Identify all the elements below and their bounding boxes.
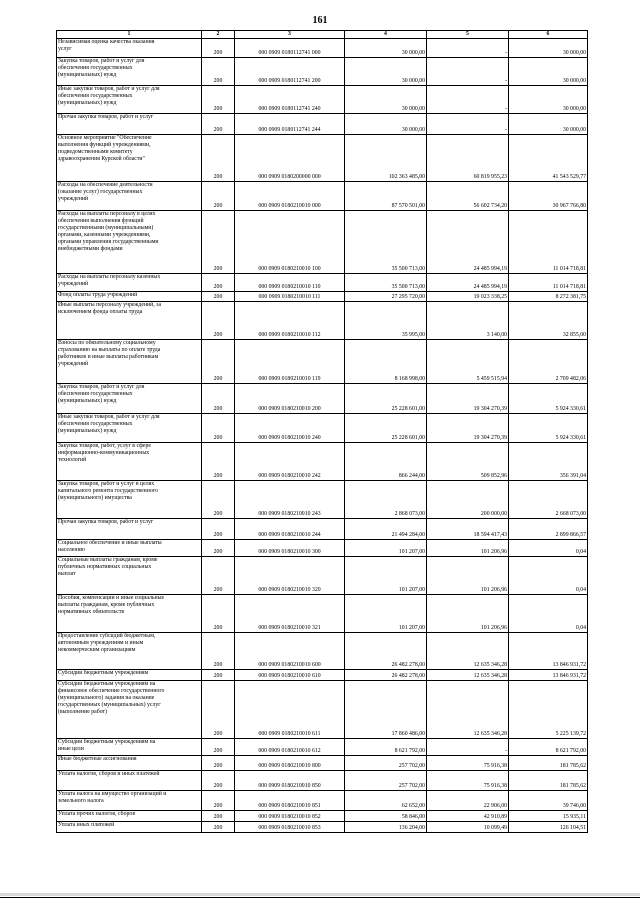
row-approved-cell: 27 295 720,00	[345, 292, 427, 302]
row-name-cell: Основное мероприятие "Обеспечение выполнения функций учреждениями, подведомственными комитету здравоохранения Курской области"	[57, 135, 202, 182]
table-row	[57, 811, 588, 822]
row-executed-cell: 200 000,00	[427, 481, 509, 519]
row-unexecuted-cell: 2 709 482,06	[509, 340, 588, 384]
row-unexecuted-cell: 30 000,00	[509, 58, 588, 86]
row-executed-cell: 18 594 417,43	[427, 519, 509, 540]
row-code-cell: 200	[202, 39, 235, 58]
table-row	[57, 39, 588, 58]
table-row	[57, 557, 588, 595]
table-row	[57, 791, 588, 811]
row-unexecuted-cell: 181 785,62	[509, 756, 588, 771]
row-unexecuted-cell: 39 746,00	[509, 791, 588, 811]
row-unexecuted-cell: 5 225 139,72	[509, 681, 588, 739]
table-row	[57, 384, 588, 414]
row-unexecuted-cell: 30 000,00	[509, 86, 588, 114]
row-name-cell: Иные закупки товаров, работ и услуг для обеспечения государственных (муниципальных) нужд	[57, 414, 202, 443]
row-classifier-cell: 000 0909 0180210010 320	[235, 557, 345, 595]
row-name-cell: Расходы на обеспечение деятельности (оказание услуг) государственных учреждений	[57, 182, 202, 211]
row-executed-cell: -	[427, 114, 509, 135]
row-unexecuted-cell: 13 846 931,72	[509, 633, 588, 670]
row-classifier-cell: 000 0909 0180210010 610	[235, 670, 345, 681]
row-unexecuted-cell: 11 014 718,81	[509, 211, 588, 274]
row-name-cell: Уплата налога на имущество организаций и земельного налога	[57, 791, 202, 811]
row-executed-cell: 10 099,49	[427, 822, 509, 833]
table-row	[57, 292, 588, 302]
row-name-cell: Фонд оплаты труда учреждений	[57, 292, 202, 302]
row-approved-cell: 257 702,00	[345, 771, 427, 791]
row-approved-cell: 2 868 073,00	[345, 481, 427, 519]
row-executed-cell: -	[427, 39, 509, 58]
row-approved-cell: 35 500 713,00	[345, 274, 427, 292]
row-unexecuted-cell: 5 924 330,61	[509, 414, 588, 443]
table-row	[57, 414, 588, 443]
table-row	[57, 135, 588, 182]
row-classifier-cell: 000 0909 0180112741 240	[235, 86, 345, 114]
row-approved-cell: 87 570 501,00	[345, 182, 427, 211]
table-row	[57, 182, 588, 211]
row-executed-cell: 19 304 270,39	[427, 414, 509, 443]
col-header: 3	[235, 31, 345, 39]
row-code-cell: 200	[202, 811, 235, 822]
row-unexecuted-cell: 2 668 073,00	[509, 481, 588, 519]
col-header: 5	[427, 31, 509, 39]
row-classifier-cell: 000 0909 0180210010 800	[235, 756, 345, 771]
row-approved-cell: 30 000,00	[345, 114, 427, 135]
row-executed-cell: 24 485 994,19	[427, 211, 509, 274]
row-code-cell: 200	[202, 519, 235, 540]
page-number: 161	[312, 15, 328, 26]
row-approved-cell: 21 494 284,00	[345, 519, 427, 540]
row-classifier-cell: 000 0909 0180210010 119	[235, 340, 345, 384]
row-unexecuted-cell: 8 272 381,75	[509, 292, 588, 302]
row-code-cell: 200	[202, 791, 235, 811]
row-classifier-cell: 000 0909 0180210010 852	[235, 811, 345, 822]
row-name-cell: Социальное обеспечение и иные выплаты населению	[57, 540, 202, 557]
row-name-cell: Иные выплаты персоналу учреждений, за исключением фонда оплаты труда	[57, 302, 202, 340]
row-approved-cell: 26 482 278,00	[345, 633, 427, 670]
row-approved-cell: 25 228 601,00	[345, 414, 427, 443]
bottom-rule	[0, 897, 640, 898]
row-name-cell: Уплата налогов, сборов и иных платежей	[57, 771, 202, 791]
row-code-cell: 200	[202, 114, 235, 135]
row-executed-cell: 22 906,00	[427, 791, 509, 811]
row-code-cell: 200	[202, 58, 235, 86]
table-row	[57, 739, 588, 756]
col-header: 6	[509, 31, 588, 39]
row-approved-cell: 101 207,00	[345, 595, 427, 633]
row-name-cell: Иные закупки товаров, работ и услуг для обеспечения государственных (муниципальных) нужд	[57, 86, 202, 114]
row-code-cell: 200	[202, 481, 235, 519]
row-classifier-cell: 000 0909 0180210010 244	[235, 519, 345, 540]
row-code-cell: 200	[202, 540, 235, 557]
row-approved-cell: 17 860 486,00	[345, 681, 427, 739]
row-code-cell: 200	[202, 384, 235, 414]
row-executed-cell: 12 635 346,28	[427, 681, 509, 739]
row-name-cell: Закупка товаров, работ, услуг в сфере информационно-коммуникационных технологий	[57, 443, 202, 481]
row-approved-cell: 30 000,00	[345, 58, 427, 86]
row-classifier-cell: 000 0909 0180210010 600	[235, 633, 345, 670]
row-name-cell: Закупка товаров, работ и услуг для обеспечения государственных (муниципальных) нужд	[57, 384, 202, 414]
row-unexecuted-cell: 356 391,04	[509, 443, 588, 481]
row-name-cell: Расходы на выплаты персоналу казенных учреждений	[57, 274, 202, 292]
row-code-cell: 200	[202, 414, 235, 443]
row-code-cell: 200	[202, 340, 235, 384]
row-unexecuted-cell: 0,04	[509, 540, 588, 557]
row-code-cell: 200	[202, 756, 235, 771]
row-executed-cell: 3 140,00	[427, 302, 509, 340]
row-name-cell: Субсидии бюджетным учреждениям на финансовое обеспечение государственного (муниципального) задания на оказание государственных (муниципальных) услуг (выполнение работ)	[57, 681, 202, 739]
row-code-cell: 200	[202, 86, 235, 114]
row-code-cell: 200	[202, 771, 235, 791]
row-code-cell: 200	[202, 211, 235, 274]
row-approved-cell: 26 482 278,00	[345, 670, 427, 681]
table-row	[57, 633, 588, 670]
col-header: 4	[345, 31, 427, 39]
row-name-cell: Прочая закупка товаров, работ и услуг	[57, 114, 202, 135]
row-code-cell: 200	[202, 443, 235, 481]
row-approved-cell: 8 621 792,00	[345, 739, 427, 756]
row-classifier-cell: 000 0909 0180210010 112	[235, 302, 345, 340]
table-row	[57, 540, 588, 557]
row-unexecuted-cell: 0,04	[509, 595, 588, 633]
row-approved-cell: 101 207,00	[345, 557, 427, 595]
row-unexecuted-cell: 30 967 766,80	[509, 182, 588, 211]
row-approved-cell: 866 244,00	[345, 443, 427, 481]
row-unexecuted-cell: 30 000,00	[509, 39, 588, 58]
row-name-cell: Уплата прочих налогов, сборов	[57, 811, 202, 822]
col-header: 1	[57, 31, 202, 39]
row-executed-cell: -	[427, 86, 509, 114]
row-classifier-cell: 000 0909 0180112741 244	[235, 114, 345, 135]
table-row	[57, 340, 588, 384]
row-unexecuted-cell: 0,04	[509, 557, 588, 595]
row-approved-cell: 35 500 713,00	[345, 211, 427, 274]
row-name-cell: Расходы на выплаты персоналу в целях обеспечения выполнения функций государственными (муниципальными) органами, казенными учреждениями, органами управления государственными внебюджетными фондами	[57, 211, 202, 274]
row-classifier-cell: 000 0909 0180210010 612	[235, 739, 345, 756]
row-classifier-cell: 000 0909 0180210010 243	[235, 481, 345, 519]
row-code-cell: 200	[202, 292, 235, 302]
row-code-cell: 200	[202, 182, 235, 211]
row-unexecuted-cell: 8 621 792,00	[509, 739, 588, 756]
row-approved-cell: 102 363 485,00	[345, 135, 427, 182]
row-executed-cell: 24 485 994,19	[427, 274, 509, 292]
table-row	[57, 274, 588, 292]
table-header-row	[57, 31, 588, 39]
budget-table	[56, 30, 588, 833]
row-name-cell: Субсидии бюджетным учреждениям	[57, 670, 202, 681]
row-approved-cell: 58 846,00	[345, 811, 427, 822]
row-approved-cell: 101 207,00	[345, 540, 427, 557]
row-approved-cell: 136 204,00	[345, 822, 427, 833]
row-executed-cell: -	[427, 58, 509, 86]
row-unexecuted-cell: 181 785,62	[509, 771, 588, 791]
row-classifier-cell: 000 0909 0180210010 242	[235, 443, 345, 481]
row-unexecuted-cell: 32 855,00	[509, 302, 588, 340]
row-unexecuted-cell: 13 846 931,72	[509, 670, 588, 681]
row-approved-cell: 8 168 998,00	[345, 340, 427, 384]
row-unexecuted-cell: 15 935,11	[509, 811, 588, 822]
row-classifier-cell: 000 0909 0180210010 111	[235, 292, 345, 302]
row-name-cell: Пособия, компенсации и иные социальные выплаты гражданам, кроме публичных нормативных обязательств	[57, 595, 202, 633]
table-row	[57, 481, 588, 519]
row-name-cell: Социальные выплаты гражданам, кроме публичных нормативных социальных выплат	[57, 557, 202, 595]
row-code-cell: 200	[202, 302, 235, 340]
row-classifier-cell: 000 0909 0180112741 000	[235, 39, 345, 58]
row-code-cell: 200	[202, 822, 235, 833]
row-classifier-cell: 000 0909 0180200000 000	[235, 135, 345, 182]
table-row	[57, 86, 588, 114]
row-executed-cell: 19 304 270,39	[427, 384, 509, 414]
row-name-cell: Прочая закупка товаров, работ и услуг	[57, 519, 202, 540]
row-unexecuted-cell: 11 014 718,81	[509, 274, 588, 292]
row-code-cell: 200	[202, 135, 235, 182]
row-executed-cell: 5 459 515,94	[427, 340, 509, 384]
row-name-cell: Закупка товаров, работ и услуг в целях капитального ремонта государственного (муниципального) имущества	[57, 481, 202, 519]
row-classifier-cell: 000 0909 0180210010 000	[235, 182, 345, 211]
row-approved-cell: 30 000,00	[345, 86, 427, 114]
row-code-cell: 200	[202, 739, 235, 756]
row-unexecuted-cell: 41 543 529,77	[509, 135, 588, 182]
row-classifier-cell: 000 0909 0180210010 300	[235, 540, 345, 557]
table-row	[57, 595, 588, 633]
row-unexecuted-cell: 2 899 866,57	[509, 519, 588, 540]
row-classifier-cell: 000 0909 0180210010 110	[235, 274, 345, 292]
row-classifier-cell: 000 0909 0180210010 851	[235, 791, 345, 811]
row-classifier-cell: 000 0909 0180210010 240	[235, 414, 345, 443]
col-header: 2	[202, 31, 235, 39]
row-classifier-cell: 000 0909 0180210010 611	[235, 681, 345, 739]
table-row	[57, 771, 588, 791]
row-code-cell: 200	[202, 670, 235, 681]
row-name-cell: Иные бюджетные ассигнования	[57, 756, 202, 771]
row-executed-cell: 42 910,89	[427, 811, 509, 822]
row-name-cell: Независимая оценка качества оказания услуг	[57, 39, 202, 58]
row-classifier-cell: 000 0909 0180210010 850	[235, 771, 345, 791]
row-code-cell: 200	[202, 681, 235, 739]
table-row	[57, 114, 588, 135]
row-executed-cell: 12 635 346,28	[427, 633, 509, 670]
row-approved-cell: 25 228 601,00	[345, 384, 427, 414]
row-unexecuted-cell: 126 104,51	[509, 822, 588, 833]
row-approved-cell: 35 995,00	[345, 302, 427, 340]
table-row	[57, 756, 588, 771]
row-code-cell: 200	[202, 557, 235, 595]
row-classifier-cell: 000 0909 0180112741 200	[235, 58, 345, 86]
row-name-cell: Предоставление субсидий бюджетным, автономным учреждениям и иным некоммерческим организациям	[57, 633, 202, 670]
row-executed-cell: 101 206,96	[427, 595, 509, 633]
table-row	[57, 211, 588, 274]
row-unexecuted-cell: 5 924 330,61	[509, 384, 588, 414]
row-approved-cell: 62 652,00	[345, 791, 427, 811]
row-executed-cell: 101 206,96	[427, 557, 509, 595]
table-row	[57, 302, 588, 340]
row-name-cell: Уплата иных платежей	[57, 822, 202, 833]
row-executed-cell: 19 023 338,25	[427, 292, 509, 302]
table-row	[57, 443, 588, 481]
row-executed-cell: 12 635 346,28	[427, 670, 509, 681]
row-approved-cell: 257 702,00	[345, 756, 427, 771]
row-classifier-cell: 000 0909 0180210010 100	[235, 211, 345, 274]
row-classifier-cell: 000 0909 0180210010 200	[235, 384, 345, 414]
row-name-cell: Субсидии бюджетным учреждениям на иные цели	[57, 739, 202, 756]
row-executed-cell: 60 819 955,23	[427, 135, 509, 182]
row-code-cell: 200	[202, 274, 235, 292]
row-executed-cell: -	[427, 739, 509, 756]
row-approved-cell: 30 000,00	[345, 39, 427, 58]
row-executed-cell: 509 852,96	[427, 443, 509, 481]
row-executed-cell: 56 602 734,20	[427, 182, 509, 211]
table-row	[57, 519, 588, 540]
table-row	[57, 822, 588, 833]
table-row	[57, 670, 588, 681]
scan-edge-shadow	[0, 893, 640, 896]
row-executed-cell: 75 916,38	[427, 756, 509, 771]
row-classifier-cell: 000 0909 0180210010 853	[235, 822, 345, 833]
row-executed-cell: 101 206,96	[427, 540, 509, 557]
row-code-cell: 200	[202, 633, 235, 670]
row-code-cell: 200	[202, 595, 235, 633]
table-row	[57, 681, 588, 739]
row-unexecuted-cell: 30 000,00	[509, 114, 588, 135]
row-classifier-cell: 000 0909 0180210010 321	[235, 595, 345, 633]
table-row	[57, 58, 588, 86]
row-executed-cell: 75 916,38	[427, 771, 509, 791]
row-name-cell: Закупка товаров, работ и услуг для обеспечения государственных (муниципальных) нужд	[57, 58, 202, 86]
row-name-cell: Взносы по обязательному социальному страхованию на выплаты по оплате труда работников и иные выплаты работникам учреждений	[57, 340, 202, 384]
